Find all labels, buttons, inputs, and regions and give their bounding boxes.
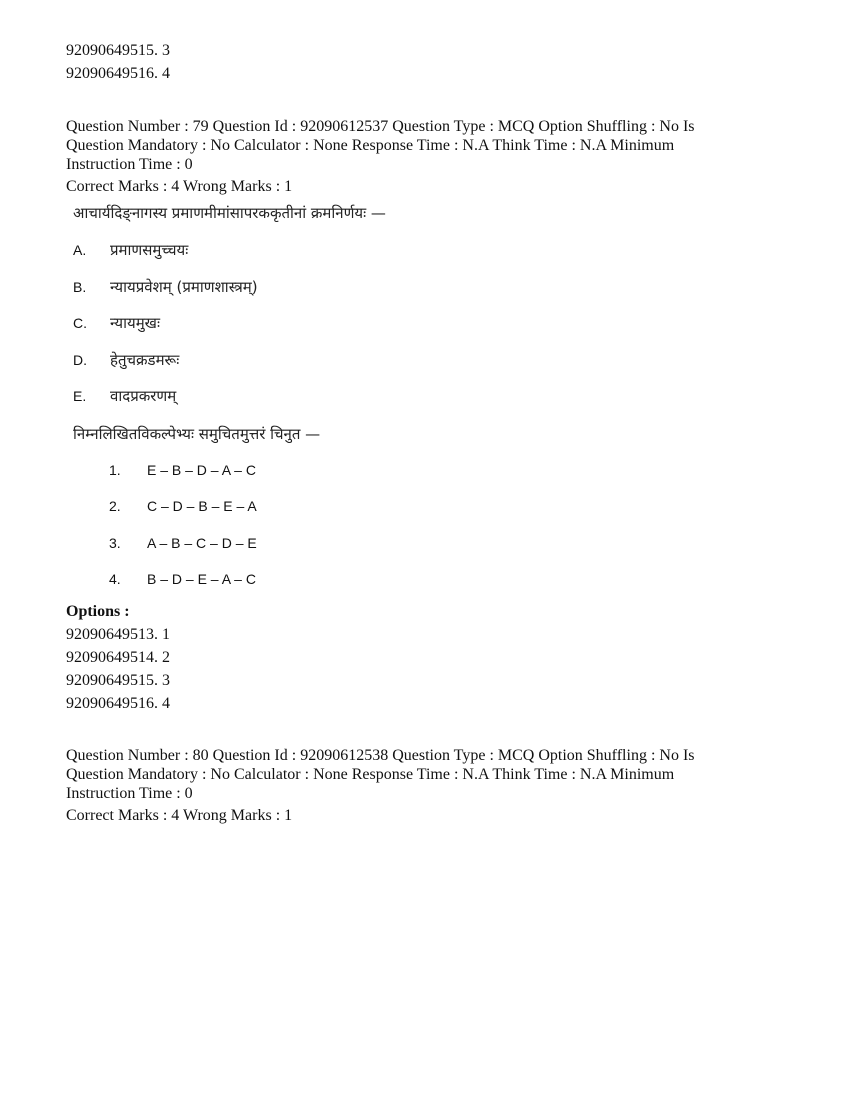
q80-meta [66, 746, 786, 803]
answer-1-sequence: E – B – D – A – C [147, 462, 256, 478]
option-id: 92090649515 [66, 672, 154, 689]
option-row: 92090649513. 1 [66, 626, 170, 643]
option-row: 92090649516. 4 [66, 695, 170, 712]
option-num: 3 [162, 42, 170, 59]
answer-4-number: 4. [109, 571, 121, 587]
item-b-text: न्यायप्रवेशम् (प्रमाणशास्त्रम्) [110, 278, 258, 296]
option-num: 2 [162, 649, 170, 666]
q80-marks: Correct Marks : 4 Wrong Marks : 1 [66, 807, 293, 824]
q79-meta-line3: Instruction Time : 0 [66, 156, 193, 173]
option-id: 92090649515 [66, 42, 154, 59]
q80-meta-line1: Question Number : 80 Question Id : 92090612538 Question Type : MCQ Option Shuffling : No Is [66, 747, 695, 764]
answer-3-number: 3. [109, 535, 121, 551]
q79-marks: Correct Marks : 4 Wrong Marks : 1 [66, 178, 293, 195]
item-c-text: न्यायमुखः [110, 314, 160, 332]
q80-meta-line2: Question Mandatory : No Calculator : None Response Time : N.A Think Time : N.A Minimum [66, 766, 675, 783]
answer-2-sequence: C – D – B – E – A [147, 498, 257, 514]
item-c-letter: C. [73, 315, 87, 331]
answer-1-number: 1. [109, 462, 121, 478]
prev-option-4: 92090649516. 4 [66, 65, 170, 82]
option-num: 4 [162, 65, 170, 82]
item-a-letter: A. [73, 242, 87, 258]
item-b-letter: B. [73, 279, 87, 295]
option-row: 92090649515. 3 [66, 672, 170, 689]
option-id: 92090649513 [66, 626, 154, 643]
q79-meta-line2: Question Mandatory : No Calculator : None Response Time : N.A Think Time : N.A Minimum [66, 137, 675, 154]
answer-3-sequence: A – B – C – D – E [147, 535, 257, 551]
option-id: 92090649514 [66, 649, 154, 666]
item-a-text: प्रमाणसमुच्चयः [110, 241, 189, 259]
item-e-text: वादप्रकरणम् [110, 387, 177, 405]
option-id: 92090649516 [66, 695, 154, 712]
q79-meta [66, 117, 786, 174]
q79-meta-line1: Question Number : 79 Question Id : 92090612537 Question Type : MCQ Option Shuffling : No Is [66, 118, 695, 135]
options-label: Options : [66, 603, 130, 620]
q79-question-text: आचार्यदिङ्नागस्य प्रमाणमीमांसापरककृतीनां क्रमनिर्णयः — [73, 204, 386, 222]
q79-instruction: निम्नलिखितविकल्पेभ्यः समुचितमुत्तरं चिनुत — [73, 425, 321, 443]
option-row: 92090649514. 2 [66, 649, 170, 666]
item-d-text: हेतुचक्रडमरूः [110, 351, 180, 369]
option-num: 1 [162, 626, 170, 643]
option-num: 3 [162, 672, 170, 689]
item-d-letter: D. [73, 352, 87, 368]
prev-option-3: 92090649515. 3 [66, 42, 170, 59]
option-num: 4 [162, 695, 170, 712]
answer-2-number: 2. [109, 498, 121, 514]
q80-meta-line3: Instruction Time : 0 [66, 785, 193, 802]
answer-4-sequence: B – D – E – A – C [147, 571, 256, 587]
item-e-letter: E. [73, 388, 87, 404]
option-id: 92090649516 [66, 65, 154, 82]
